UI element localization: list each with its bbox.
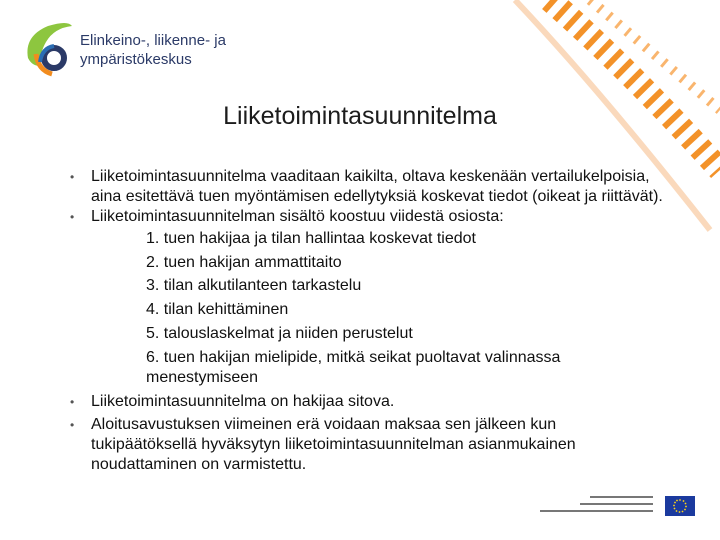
slide-title-text: Liiketoimintasuunnitelma: [223, 102, 497, 130]
numbered-item: 1. tuen hakijaa ja tilan hallintaa koskevat tiedot: [146, 230, 476, 247]
numbered-item: 6. tuen hakijan mielipide, mitkä seikat puoltavat valinnassa menestymiseen: [146, 348, 561, 386]
bullet-item: [70, 207, 670, 227]
slide-content: [70, 167, 670, 475]
ely-logo-text: [80, 31, 226, 69]
logo-line-1: Elinkeino-, liikenne- ja: [80, 32, 226, 49]
numbered-item: 4. tilan kehittäminen: [146, 301, 289, 319]
numbered-item: 2. tuen hakijan ammattitaito: [146, 253, 342, 271]
ely-logo-mark: [18, 18, 78, 78]
numbered-item: 5. talouslaskelmat ja niiden perustelut: [146, 324, 413, 342]
eu-funding-text: [535, 494, 655, 519]
eu-text-lines: [535, 494, 655, 516]
bullet-text: Liiketoimintasuunnitelma on hakijaa sitova.: [91, 392, 395, 410]
eu-flag-icon: [665, 496, 695, 516]
ely-logo: [18, 18, 238, 78]
bullet-item: [70, 415, 651, 475]
numbered-list: [70, 227, 670, 388]
bullet-item: [70, 167, 670, 207]
slide-title: [0, 101, 720, 131]
bullet-item: [70, 392, 670, 412]
numbered-item: 3. tilan alkutilanteen tarkastelu: [146, 277, 362, 295]
bullet-text: Liiketoimintasuunnitelma vaaditaan kaikilta, oltava keskenään vertailukelpoisia, aina esitettävä tuen myöntämisen edellytyksiä koskevat tiedot (oikeat ja riittävät).: [91, 168, 663, 205]
logo-line-2: ympäristökeskus: [80, 51, 192, 68]
bullet-text: Aloitusavustuksen viimeinen erä voidaan maksaa sen jälkeen kun tukipäätöksellä hyväksytyn liiketoimintasuunnitelman asianmukainen noudattaminen on varmistettu.: [91, 415, 576, 473]
bullet-text: Liiketoimintasuunnitelman sisältö koostuu viidestä osiosta:: [91, 208, 504, 225]
